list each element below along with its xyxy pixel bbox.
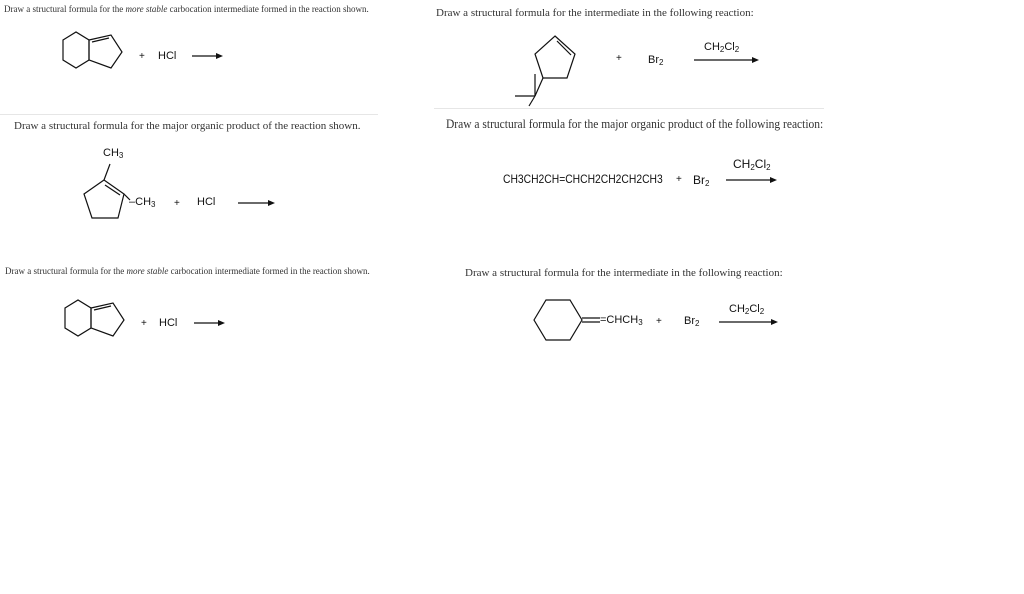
problem-1-prompt: [4, 4, 369, 14]
problem-2-arrow: [694, 56, 762, 64]
problem-2-condition: $CH_2Cl_2$: [704, 41, 740, 54]
problem-6-reagent: $Br_2$: [684, 315, 700, 328]
problem-3-arrow: [238, 199, 278, 207]
problem-6-prompt: Draw a structural formula for the intermediate in the following reaction:: [465, 267, 783, 279]
problem-2-reagent: [648, 54, 663, 67]
problem-2-reagent-sub: 2: [659, 58, 664, 67]
problem-2-reagent-base: Br: [648, 54, 659, 66]
problem-4-arrow: [726, 176, 780, 184]
problem-3-ch3-top-label: $CH_3$: [103, 147, 124, 160]
problem-6-condition: $CH_2Cl_2$: [729, 303, 765, 316]
problem-1-reagent: HCl: [158, 50, 177, 62]
problem-3-reagent: HCl: [197, 196, 216, 208]
problem-5-structure-bicyclic-alkene: [58, 298, 130, 350]
problem-5-prompt-after: carbocation intermediate formed in the reaction shown.: [168, 266, 370, 276]
problem-6-structure-ethylidene-cyclohexane: [530, 296, 602, 346]
problem-1-prompt-emphasis: more stable: [125, 4, 168, 14]
problem-1-divider: [0, 114, 378, 115]
problem-6-arrow: [719, 318, 781, 326]
problem-2-plus: +: [616, 53, 622, 64]
problem-1-structure-bicyclic-alkene: [56, 30, 126, 82]
problem-3-structure-dimethylcyclopentene: [78, 160, 130, 230]
problem-3-ch3-side-label: $-CH_3$: [129, 196, 156, 209]
problem-2-structure-tertbutyl-cyclopentene: [505, 28, 585, 108]
problem-4-plus: +: [676, 174, 682, 185]
problem-5-arrow: [194, 319, 226, 327]
problem-2-prompt: Draw a structural formula for the intermediate in the following reaction:: [436, 7, 754, 19]
problem-2-divider: [434, 108, 824, 109]
problem-4-condition: $CH_2Cl_2$: [733, 157, 771, 172]
problem-6-substituent: $=CHCH_3$: [600, 314, 643, 327]
problem-4-prompt: Draw a structural formula for the major organic product of the following reaction:: [446, 117, 824, 131]
problem-5-reagent: HCl: [159, 317, 178, 329]
problem-1-prompt-before: Draw a structural formula for the: [4, 4, 126, 14]
problem-1-arrow: [192, 52, 224, 60]
problem-3-prompt: Draw a structural formula for the major organic product of the reaction shown.: [14, 120, 361, 132]
problem-4-formula: CH3CH2CH=CHCH2CH2CH2CH3: [503, 172, 663, 186]
problem-4-reagent: $Br_2$: [693, 173, 710, 188]
problem-5-prompt-before: Draw a structural formula for the: [5, 266, 127, 276]
problem-6-plus: +: [656, 316, 662, 327]
problem-5-prompt-emphasis: more stable: [126, 266, 169, 276]
problem-5-prompt: [5, 266, 370, 276]
problem-3-plus: +: [174, 198, 180, 209]
problem-5-plus: +: [141, 318, 147, 329]
problem-1-plus: +: [139, 51, 145, 62]
problem-1-prompt-after: carbocation intermediate formed in the reaction shown.: [167, 4, 369, 14]
